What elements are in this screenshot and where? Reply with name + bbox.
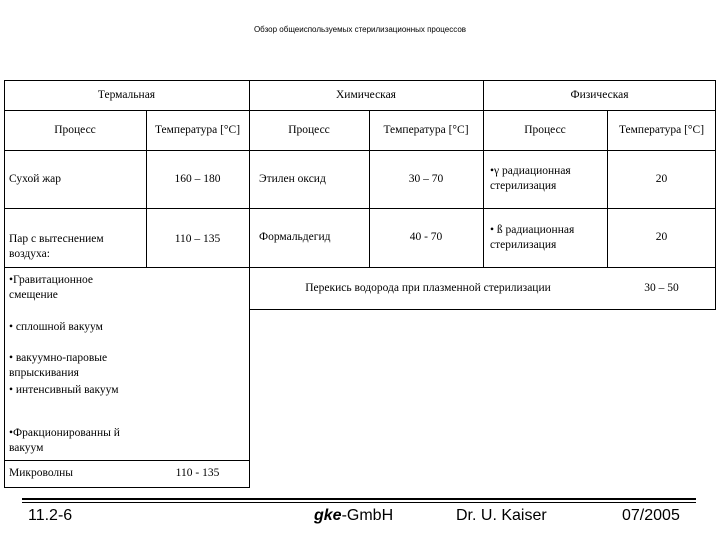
table-border-bottom: [4, 487, 249, 488]
company-suffix: -GmbH: [341, 507, 394, 524]
physical-process-gamma: •γ радиационная стерилизация: [490, 165, 571, 192]
plasma-temp: 30 – 50: [644, 281, 679, 294]
thermal-process-header: Процесс: [54, 123, 96, 136]
sterilization-table: [4, 80, 716, 488]
group-header-chemical: Химическая: [336, 88, 396, 101]
footer-rule-thin: [22, 502, 696, 503]
date: 07/2005: [622, 507, 680, 524]
thermal-process-dry-heat: Сухой жар: [9, 172, 62, 185]
slide-title: Обзор общеиспользуемых стерилизационных процессов: [253, 25, 467, 34]
thermal-temp-dry-heat: 160 – 180: [174, 172, 221, 185]
company-brand: gke: [314, 507, 342, 524]
physical-process-beta: • ß радиационная стерилизация: [490, 223, 575, 251]
plasma-process: Перекись водорода при плазменной стерилизации: [305, 281, 551, 294]
thermal-process-gravity: •Гравитационное смещение: [9, 274, 94, 301]
thermal-process-fractionated: •Фракционированны й вакуум: [9, 427, 120, 454]
slide-number: 11.2-6: [28, 507, 73, 524]
thermal-temperature-header: Температура [°C]: [154, 123, 241, 136]
chemical-temp-ethylene-oxide: 30 – 70: [408, 172, 444, 185]
thermal-process-vacuum-steam: • вакуумно-паровые впрыскивания: [9, 352, 108, 379]
chemical-temp-formaldehyde: 40 - 70: [409, 231, 443, 243]
thermal-process-continuous-vacuum: • сплошной вакуум: [9, 321, 103, 333]
chemical-process-formaldehyde: Формальдегид: [259, 231, 331, 243]
thermal-process-microwave: Микроволны: [9, 467, 74, 479]
group-header-physical: Физическая: [570, 88, 629, 101]
chemical-process-header: Процесс: [288, 123, 330, 136]
chemical-temperature-header: Температура [°C]: [383, 123, 469, 136]
physical-temperature-header: Температура [°C]: [618, 123, 705, 136]
footer-rule: [22, 498, 696, 500]
physical-temp-beta: 20: [655, 231, 668, 243]
thermal-process-intensive-vacuum: • интенсивный вакуум: [9, 384, 119, 396]
row-divider-3: [249, 309, 716, 310]
physical-process-header: Процесс: [524, 123, 566, 136]
company-name: [314, 507, 393, 525]
physical-temp-gamma: 20: [655, 172, 668, 185]
group-header-thermal: Термальная: [97, 88, 156, 101]
thermal-process-steam: Пар с вытеснением воздуха:: [9, 233, 104, 260]
thermal-temp-microwave: 110 - 135: [175, 467, 220, 479]
thermal-temp-steam: 110 – 135: [174, 233, 221, 245]
chemical-process-ethylene-oxide: Этилен оксид: [259, 172, 326, 185]
author: Dr. U. Kaiser: [456, 507, 547, 524]
